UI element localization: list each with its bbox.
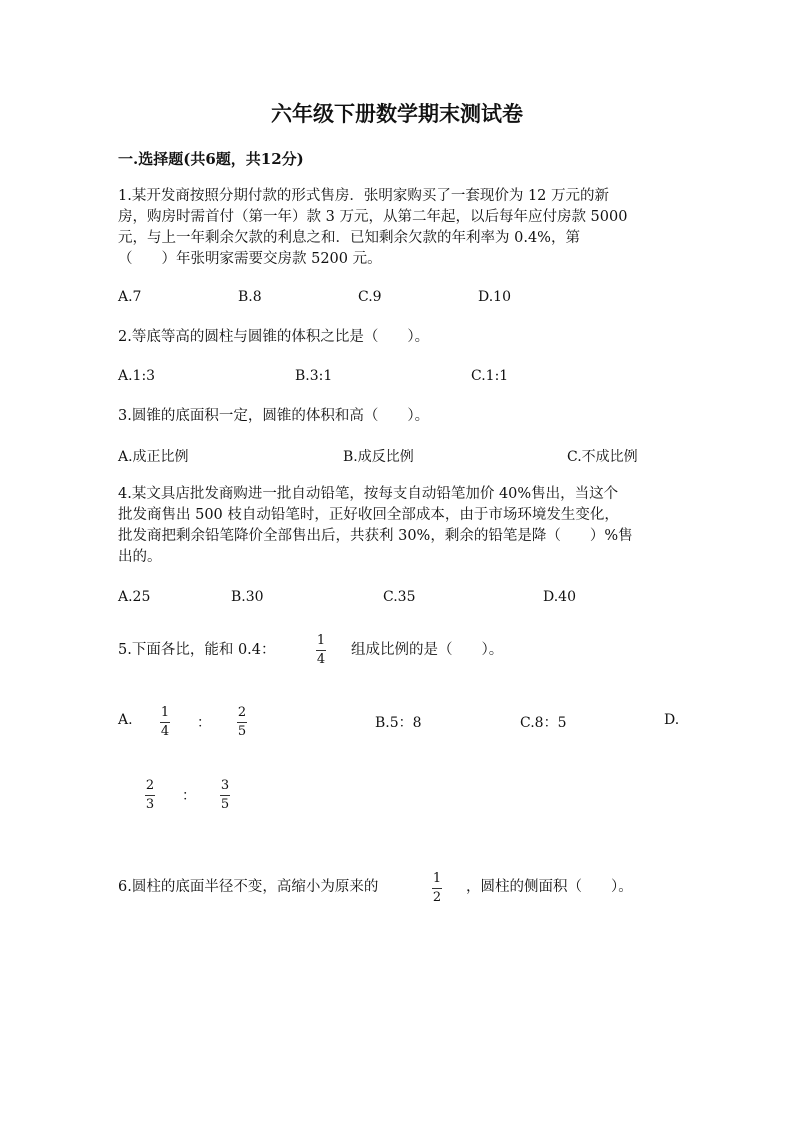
fraction-bar: [220, 795, 230, 796]
q4-option-c[interactable]: C.35: [383, 589, 416, 605]
fraction-bar: [316, 650, 326, 651]
question-4-line-4: 出的。: [118, 549, 162, 565]
ratio-colon: ：: [197, 715, 211, 731]
fraction-numerator: 1: [316, 633, 326, 648]
ratio-colon: ：: [182, 788, 196, 804]
q5-option-d-fraction-2: [220, 779, 230, 812]
question-1-line-3: 元，与上一年剩余欠款的利息之和．已知剩余欠款的年利率为 0.4%，第: [118, 230, 580, 246]
fraction-numerator: 2: [145, 778, 155, 793]
fraction-numerator: 3: [220, 778, 230, 793]
fraction-numerator: 2: [237, 705, 247, 720]
question-5-prefix: 5.下面各比，能和 0.4：: [118, 642, 276, 658]
q1-option-c[interactable]: C.9: [358, 289, 382, 305]
question-1-line-4: （ ）年张明家需要交房款 5200 元。: [118, 251, 382, 267]
q5-option-a[interactable]: A.: [118, 712, 133, 728]
question-1-line-1: 1.某开发商按照分期付款的形式售房．张明家购买了一套现价为 12 万元的新: [118, 188, 610, 204]
q4-option-b[interactable]: B.30: [231, 589, 264, 605]
q4-option-d[interactable]: D.40: [543, 589, 576, 605]
fraction-denominator: 3: [145, 797, 155, 812]
fraction-bar: [145, 795, 155, 796]
fraction-denominator: 5: [237, 724, 247, 739]
question-5-suffix: 组成比例的是（ ）。: [351, 642, 504, 658]
question-6-suffix: ，圆柱的侧面积（ ）。: [466, 879, 633, 895]
fraction-denominator: 4: [316, 652, 326, 667]
question-1-line-2: 房，购房时需首付（第一年）款 3 万元，从第二年起，以后每年应付房款 5000: [118, 209, 628, 225]
q4-option-a[interactable]: A.25: [118, 589, 151, 605]
fraction-denominator: 5: [220, 797, 230, 812]
q2-option-a[interactable]: A.1:3: [118, 368, 156, 384]
q2-option-c[interactable]: C.1:1: [471, 368, 509, 384]
question-1: [118, 186, 627, 270]
question-4: [118, 484, 633, 568]
q3-option-a[interactable]: A.成正比例: [118, 449, 189, 465]
q5-option-c[interactable]: C.8：5: [520, 715, 567, 731]
q3-option-b[interactable]: B.成反比例: [343, 449, 414, 465]
q5-option-d-fraction-1: [145, 779, 155, 812]
q5-option-a-fraction-2: [237, 706, 247, 739]
q5-option-b[interactable]: B.5：8: [375, 715, 422, 731]
q5-option-d[interactable]: D.: [664, 712, 680, 728]
q5-option-a-fraction-1: [160, 706, 170, 739]
fraction-numerator: 1: [160, 705, 170, 720]
question-4-line-3: 批发商把剩余铅笔降价全部售出后，共获利 30%，剩余的铅笔是降（ ）%售: [118, 528, 633, 544]
fraction-numerator: 1: [432, 871, 442, 886]
question-4-line-1: 4.某文具店批发商购进一批自动铅笔，按每支自动铅笔加价 40%售出，当这个: [118, 486, 619, 502]
q1-option-d[interactable]: D.10: [478, 289, 511, 305]
page-title: 六年级下册数学期末测试卷: [271, 101, 523, 126]
fraction-bar: [160, 722, 170, 723]
fraction-bar: [432, 888, 442, 889]
q1-option-b[interactable]: B.8: [238, 289, 262, 305]
question-6-prefix: 6.圆柱的底面半径不变，高缩小为原来的: [118, 879, 379, 895]
question-3: 3.圆锥的底面积一定，圆锥的体积和高（ ）。: [118, 408, 430, 424]
question-2: 2.等底等高的圆柱与圆锥的体积之比是（ ）。: [118, 329, 430, 345]
q5-fraction: [316, 634, 326, 667]
q3-option-c[interactable]: C.不成比例: [567, 449, 638, 465]
fraction-bar: [237, 722, 247, 723]
q2-option-b[interactable]: B.3:1: [295, 368, 333, 384]
question-4-line-2: 批发商售出 500 枝自动铅笔时，正好收回全部成本，由于市场环境发生变化，: [118, 507, 619, 523]
q1-option-a[interactable]: A.7: [118, 289, 142, 305]
section-heading: 一.选择题(共6题，共12分): [118, 150, 304, 168]
fraction-denominator: 4: [160, 724, 170, 739]
q6-fraction: [432, 872, 442, 905]
fraction-denominator: 2: [432, 890, 442, 905]
